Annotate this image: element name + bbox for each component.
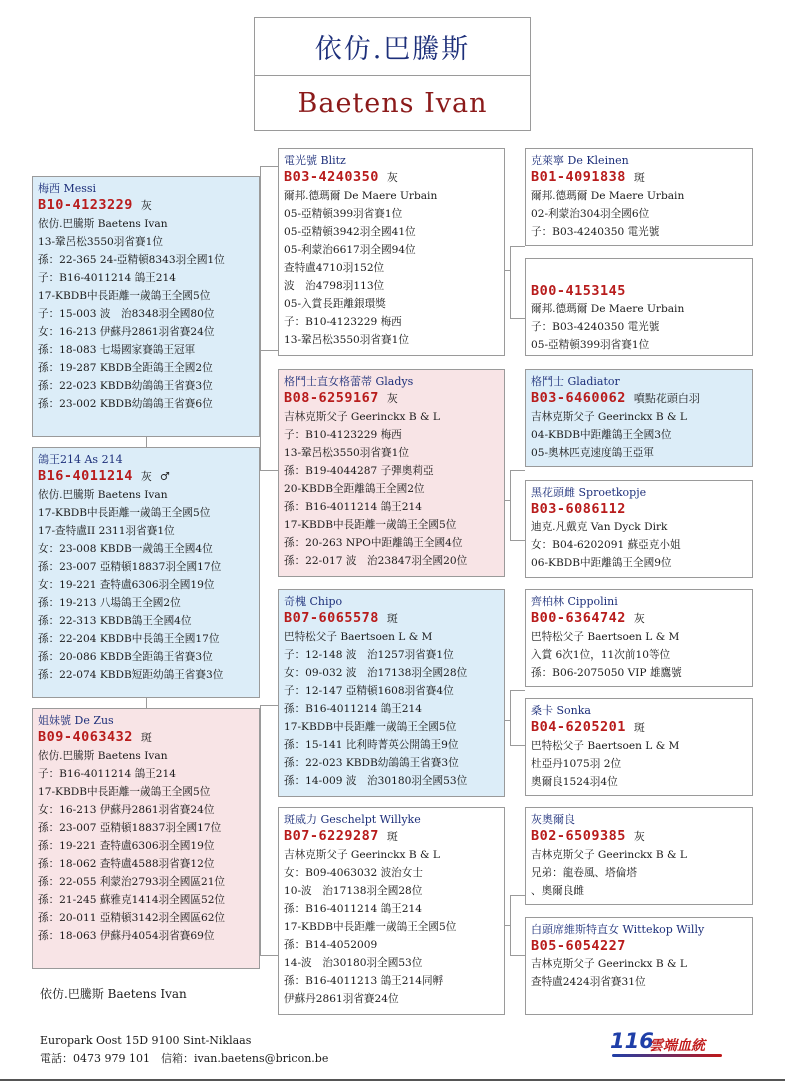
info-line: 孫：B14-4052009 xyxy=(284,939,378,951)
connector-line xyxy=(510,318,525,319)
info-line: 依仿.巴騰斯 Baetens Ivan xyxy=(38,489,168,501)
info-line: 孫：21-245 蘇雅克1414羽全國區52位 xyxy=(38,894,226,906)
ring-number: B03-4240350 xyxy=(284,169,379,185)
info-line: 子：B10-4123229 梅西 xyxy=(284,429,402,441)
pigeon-name: 克萊寧 De Kleinen xyxy=(531,154,629,167)
info-line: 吉林克斯父子 Geerinckx B & L xyxy=(284,411,440,423)
info-line: 孫：23-002 KBDB幼鴿鴿王省賽6位 xyxy=(38,398,213,410)
info-line: 孫：15-141 比利時菁英公開鴿王9位 xyxy=(284,739,459,751)
info-line: 孫：19-221 查特盧6306羽全國19位 xyxy=(38,840,215,852)
info-line: 子：B10-4123229 梅西 xyxy=(284,316,402,328)
info-line: 孫：B19-4044287 子彈奧莉亞 xyxy=(284,465,434,477)
pigeon-name: 黑花頭雌 Sproetkopje xyxy=(531,486,647,499)
info-line: 05-亞精頓399羽省賽1位 xyxy=(284,208,403,220)
grey-orleans-pigeon-box xyxy=(525,807,753,905)
pigeon-color: 灰 xyxy=(386,171,398,184)
info-line: 爾邦.德瑪爾 De Maere Urbain xyxy=(531,190,685,202)
info-line: 兄弟：龍卷風、塔倫塔 xyxy=(531,867,637,879)
logo-text: 雲端血統 xyxy=(649,1038,705,1054)
brother-pigeon-box xyxy=(32,447,260,698)
info-line: 05-入賞長距離銀環獎 xyxy=(284,298,386,310)
info-line: 依仿.巴騰斯 Baetens Ivan xyxy=(38,750,168,762)
info-line: 女：09-032 波 治17138羽全國28位 xyxy=(284,667,468,679)
pigeon-name: 桑卡 Sonka xyxy=(531,704,591,717)
ring-number: B09-4063432 xyxy=(38,729,133,745)
connector-line xyxy=(510,745,525,746)
connector-line xyxy=(260,705,261,955)
pigeon-color: 斑 xyxy=(633,171,645,184)
info-line: 女：B09-4063032 波治女士 xyxy=(284,867,423,879)
info-line: 05-利蒙治6617羽全國94位 xyxy=(284,244,416,256)
info-line: 爾邦.德瑪爾 De Maere Urbain xyxy=(531,303,685,315)
ring-number: B01-4091838 xyxy=(531,169,626,185)
dam-dam-pigeon-box xyxy=(525,480,753,578)
info-line: 奧爾良1524羽4位 xyxy=(531,776,618,788)
pigeon-color: 斑 xyxy=(386,612,398,625)
info-line: 13-鞏呂松3550羽省賽1位 xyxy=(284,334,409,346)
connector-line xyxy=(260,350,261,470)
connector-line xyxy=(146,437,147,447)
info-line: 06-KBDB中距離鴿王全國9位 xyxy=(531,557,672,569)
ring-number: B08-6259167 xyxy=(284,390,379,406)
pigeon-color: 灰 xyxy=(633,830,645,843)
info-line: 女：B04-6202091 蘇亞克小姐 xyxy=(531,539,681,551)
connector-line xyxy=(260,705,278,706)
info-line: 孫：14-009 波 治30180羽全國53位 xyxy=(284,775,468,787)
info-line: 孫：19-287 KBDB全距鴿王全國2位 xyxy=(38,362,213,374)
info-line: 10-波 治17138羽全國28位 xyxy=(284,885,423,897)
ring-number: B04-6205201 xyxy=(531,719,626,735)
info-line: 查特盧4710羽152位 xyxy=(284,262,385,274)
info-line: 子：B16-4011214 鴿王214 xyxy=(38,272,176,284)
info-line: 孫：B16-4011214 鴿王214 xyxy=(284,903,422,915)
chipo-pigeon-box xyxy=(278,589,505,797)
connector-line xyxy=(510,470,525,471)
info-line: 17-KBDB中長距離一歲鴿王全國5位 xyxy=(284,519,457,531)
male-symbol-icon: ♂ xyxy=(159,470,170,483)
ring-number: B02-6509385 xyxy=(531,828,626,844)
info-line: 女：16-213 伊蘇丹2861羽省賽24位 xyxy=(38,326,215,338)
info-line: 孫：23-007 亞精頓18837羽全國17位 xyxy=(38,561,222,573)
info-line: 巴特松父子 Baertsoen L & M xyxy=(531,740,680,752)
info-line: 爾邦.德瑪爾 De Maere Urbain xyxy=(284,190,438,202)
info-line: 吉林克斯父子 Geerinckx B & L xyxy=(531,411,687,423)
pigeon-color: 斑 xyxy=(140,731,152,744)
info-line: 巴特松父子 Baertsoen L & M xyxy=(284,631,433,643)
info-line: 14-波 治30180羽全國53位 xyxy=(284,957,423,969)
footer-contact: 電話：0473 979 101 信箱：ivan.baetens@bricon.be xyxy=(40,1052,329,1065)
info-line: 04-KBDB中距離鴿王全國3位 xyxy=(531,429,672,441)
info-line: 孫：B16-4011214 鴿王214 xyxy=(284,703,422,715)
connector-line xyxy=(510,955,525,956)
ring-number: B07-6229287 xyxy=(284,828,379,844)
info-line: 子：B03-4240350 電光號 xyxy=(531,226,660,238)
info-line: 孫：B16-4011214 鴿王214 xyxy=(284,501,422,513)
connector-line xyxy=(510,690,525,691)
info-line: 孫：22-074 KBDB短距幼鴿王省賽3位 xyxy=(38,669,224,681)
footer-address: Europark Oost 15D 9100 Sint-Niklaas xyxy=(40,1034,252,1047)
sire-dam-pigeon-box xyxy=(525,258,753,356)
info-line: 查特盧2424羽省賽31位 xyxy=(531,976,646,988)
info-line: 05-亞精頓399羽省賽1位 xyxy=(531,339,650,351)
dam-pigeon-box xyxy=(278,369,505,577)
connector-line xyxy=(510,540,525,541)
info-line: 孫：B06-2075050 VIP 雄鷹號 xyxy=(531,667,682,679)
connector-line xyxy=(510,895,525,896)
connector-line xyxy=(510,895,511,955)
ring-number: B16-4011214 xyxy=(38,468,133,484)
info-line: 17-查特盧II 2311羽省賽1位 xyxy=(38,525,175,537)
connector-line xyxy=(505,500,510,501)
info-line: 孫：B16-4011213 鴿王214同孵 xyxy=(284,975,444,987)
info-line: 巴特松父子 Baertsoen L & M xyxy=(531,631,680,643)
info-line: 17-KBDB中長距離一歲鴿王全國5位 xyxy=(38,290,211,302)
sire-pigeon-box xyxy=(278,148,505,356)
ring-number: B00-6364742 xyxy=(531,610,626,626)
logo-number: 116 xyxy=(610,1029,654,1053)
ring-number: B03-6460062 xyxy=(531,390,626,406)
info-line: 孫：20-011 亞精頓3142羽全國區62位 xyxy=(38,912,226,924)
bottom-divider xyxy=(0,1079,785,1081)
info-line: 子：15-003 波 治8348羽全國80位 xyxy=(38,308,215,320)
info-line: 子：B03-4240350 電光號 xyxy=(531,321,660,333)
pigeon-name: 奇槐 Chipo xyxy=(284,595,343,608)
info-line: 孫：18-063 伊蘇丹4054羽省賽69位 xyxy=(38,930,215,942)
info-line: 13-鞏呂松3550羽省賽1位 xyxy=(38,236,163,248)
pigeon-name: 灰奧爾良 xyxy=(531,813,575,826)
info-line: 孫：22-313 KBDB鴿王全國4位 xyxy=(38,615,192,627)
info-line: 20-KBDB全距離鴿王全國2位 xyxy=(284,483,425,495)
willyke-pigeon-box xyxy=(278,807,505,1015)
sister-pigeon-box xyxy=(32,708,260,969)
sonka-pigeon-box xyxy=(525,698,753,796)
info-line: 波 治4798羽113位 xyxy=(284,280,385,292)
owner-title-chinese: 依仿.巴騰斯 xyxy=(255,18,530,76)
info-line: 孫：22-204 KBDB中長鴿王全國17位 xyxy=(38,633,220,645)
connector-line xyxy=(260,955,278,956)
pigeon-name: 格鬥士直女格蕾蒂 Gladys xyxy=(284,375,414,388)
pigeon-name: 齊柏林 Cippolini xyxy=(531,595,618,608)
info-line: 17-KBDB中長距離一歲鴿王全國5位 xyxy=(284,721,457,733)
cloud-pedigree-logo xyxy=(610,1029,730,1059)
info-line: 孫：22-023 KBDB幼鴿鴿王省賽3位 xyxy=(284,757,459,769)
info-line: 吉林克斯父子 Geerinckx B & L xyxy=(531,958,687,970)
ring-number: B07-6065578 xyxy=(284,610,379,626)
connector-line xyxy=(146,698,147,708)
info-line: 女：16-213 伊蘇丹2861羽省賽24位 xyxy=(38,804,215,816)
info-line: 02-利蒙治304羽全國6位 xyxy=(531,208,650,220)
connector-line xyxy=(510,246,525,247)
info-line: 孫：22-017 波 治23847羽全國20位 xyxy=(284,555,468,567)
connector-line xyxy=(260,470,278,471)
ring-number: B10-4123229 xyxy=(38,197,133,213)
info-line: 子：B16-4011214 鴿王214 xyxy=(38,768,176,780)
info-line: 入賞 6次1位，11次前10等位 xyxy=(531,649,671,661)
info-line: 孫：22-055 利蒙治2793羽全國區21位 xyxy=(38,876,226,888)
info-line: 伊蘇丹2861羽省賽24位 xyxy=(284,993,399,1005)
pigeon-name: 梅西 Messi xyxy=(38,182,97,195)
logo-swoosh-icon xyxy=(612,1054,722,1057)
info-line: 吉林克斯父子 Geerinckx B & L xyxy=(531,849,687,861)
pigeon-color: 灰 xyxy=(386,392,398,405)
info-line: 05-亞精頓3942羽全國41位 xyxy=(284,226,416,238)
connector-line xyxy=(505,270,510,271)
ring-number: B00-4153145 xyxy=(531,283,626,299)
subject-pigeon-box xyxy=(32,176,260,437)
pigeon-color: 噴點花頭白羽 xyxy=(633,392,700,405)
info-line: 孫：20-086 KBDB全距鴿王省賽3位 xyxy=(38,651,213,663)
pigeon-color: 灰 xyxy=(140,199,152,212)
connector-line xyxy=(510,470,511,540)
info-line: 子：12-148 波 治1257羽省賽1位 xyxy=(284,649,454,661)
info-line: 17-KBDB中長距離一歲鴿王全國5位 xyxy=(284,921,457,933)
info-line: 孫：22-365 24-亞精頓8343羽全國1位 xyxy=(38,254,225,266)
sire-sire-pigeon-box xyxy=(525,148,753,246)
info-line: 迪克.凡戴克 Van Dyck Dirk xyxy=(531,521,668,533)
info-line: 依仿.巴騰斯 Baetens Ivan xyxy=(38,218,168,230)
pigeon-color: 灰 xyxy=(140,470,152,483)
pigeon-color: 斑 xyxy=(633,721,645,734)
pigeon-color: 灰 xyxy=(633,612,645,625)
info-line: 、奧爾良雌 xyxy=(531,885,584,897)
info-line: 17-KBDB中長距離一歲鴿王全國5位 xyxy=(38,507,211,519)
title-box xyxy=(254,17,531,131)
connector-line xyxy=(260,166,278,167)
connector-line xyxy=(260,350,278,351)
info-line: 17-KBDB中長距離一歲鴿王全國5位 xyxy=(38,786,211,798)
wittekop-willy-pigeon-box xyxy=(525,917,753,1015)
info-line: 孫：18-083 七場國家賽鴿王冠軍 xyxy=(38,344,196,356)
pigeon-name: 格鬥士 Gladiator xyxy=(531,375,620,388)
pigeon-name: 鴿王214 As 214 xyxy=(38,453,123,466)
info-line: 孫：22-023 KBDB幼鴿鴿王省賽3位 xyxy=(38,380,213,392)
pigeon-name: 姐妹號 De Zus xyxy=(38,714,114,727)
pigeon-name: 白頭席維斯特直女 Wittekop Willy xyxy=(531,923,705,936)
pigeon-name: 斑威力 Geschelpt Willyke xyxy=(284,813,421,826)
info-line: 孫：20-263 NPO中距離鴿王全國4位 xyxy=(284,537,463,549)
cippolini-pigeon-box xyxy=(525,589,753,687)
connector-line xyxy=(510,246,511,318)
connector-line xyxy=(260,166,261,350)
owner-name: 依仿.巴騰斯 Baetens Ivan xyxy=(40,987,187,1001)
info-line: 女：23-008 KBDB一歲鴿王全國4位 xyxy=(38,543,213,555)
info-line: 05-奧林匹克速度鴿王亞軍 xyxy=(531,447,654,459)
info-line: 孫：23-007 亞精頓18837羽全國17位 xyxy=(38,822,222,834)
info-line: 女：19-221 查特盧6306羽全國19位 xyxy=(38,579,215,591)
connector-line xyxy=(505,925,510,926)
connector-line xyxy=(505,720,510,721)
pigeon-color: 斑 xyxy=(386,830,398,843)
info-line: 孫：18-062 查特盧4588羽省賽12位 xyxy=(38,858,215,870)
info-line: 13-鞏呂松3550羽省賽1位 xyxy=(284,447,409,459)
ring-number: B03-6086112 xyxy=(531,501,626,517)
info-line: 子：12-147 亞精頓1608羽省賽4位 xyxy=(284,685,454,697)
info-line: 吉林克斯父子 Geerinckx B & L xyxy=(284,849,440,861)
ring-number: B05-6054227 xyxy=(531,938,626,954)
pigeon-name: 電光號 Blitz xyxy=(284,154,346,167)
connector-line xyxy=(510,690,511,745)
info-line: 杜亞丹1075羽 2位 xyxy=(531,758,622,770)
owner-title-english: Baetens Ivan xyxy=(297,88,488,119)
info-line: 孫：19-213 八場鴿王全國2位 xyxy=(38,597,181,609)
dam-sire-pigeon-box xyxy=(525,369,753,467)
